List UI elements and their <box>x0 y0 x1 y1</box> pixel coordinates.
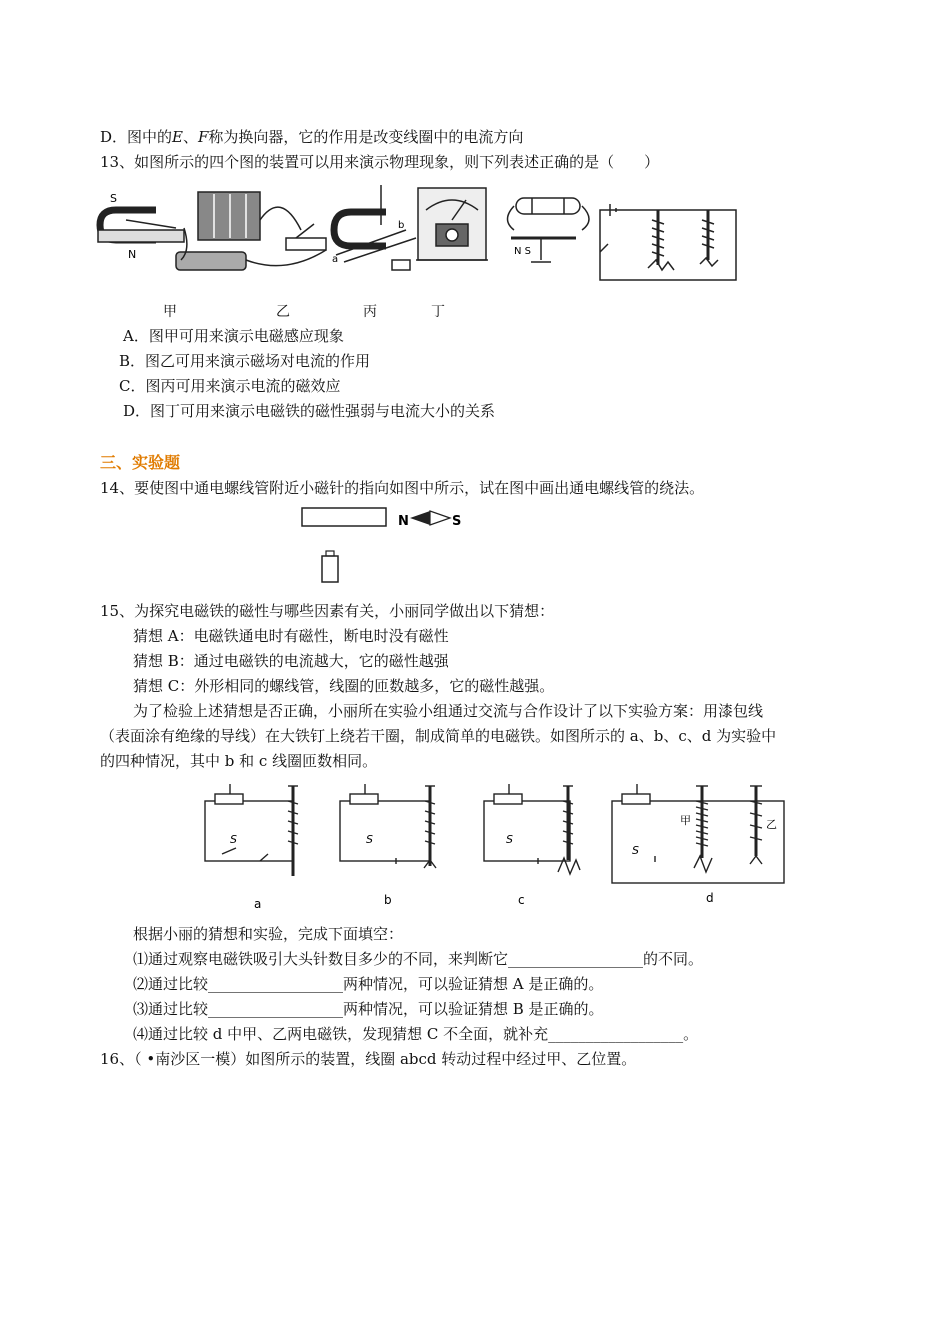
fig-label-b: b <box>384 893 392 907</box>
q13-stem: 13、如图所示的四个图的装置可以用来演示物理现象，则下列表述正确的是（ ） <box>100 153 660 171</box>
battery-icon <box>322 556 338 582</box>
q13-figure <box>96 180 746 290</box>
fig-jia-s-label: S <box>110 192 117 205</box>
guess-b: 猜想 B：通过电磁铁的电流越大，它的磁性越强 <box>133 652 449 670</box>
prev-option-d: D．图中的E、F称为换向器，它的作用是改变线圈中的电流方向 <box>100 128 524 146</box>
solenoid-outline <box>302 508 386 526</box>
section-title: 三、实验题 <box>100 453 181 472</box>
needle-north-half <box>410 511 430 525</box>
needle-s-label: S <box>452 514 462 529</box>
q15-stem: 15、为探究电磁铁的磁性与哪些因素有关，小丽同学做出以下猜想： <box>100 602 555 620</box>
circuit-d <box>612 784 784 883</box>
fig-jia-n-label: N <box>128 248 137 261</box>
caption-jia: 甲 <box>163 304 177 320</box>
circuit-b <box>340 784 436 868</box>
q13-option-b: B．图乙可用来演示磁场对电流的作用 <box>119 352 371 370</box>
electromagnet-jia-label: 甲 <box>680 814 691 827</box>
fig-yi-a-label: a <box>332 254 339 265</box>
fig-label-a: a <box>254 897 262 911</box>
caption-bing: 丙 <box>363 304 377 320</box>
q15-fill-2: ⑵通过比较__________________两种情况，可以验证猜想 A 是正确的。 <box>133 975 604 993</box>
switch-label-d: S <box>632 844 639 857</box>
switch-label-a: S <box>230 833 237 846</box>
fig-ding-ns-label: N S <box>514 246 532 257</box>
fig-bing <box>416 188 488 260</box>
q15-fill-1: ⑴通过观察电磁铁吸引大头针数目多少的不同，来判断它__________________的不同。 <box>133 950 704 968</box>
q13-option-c: C．图丙可用来演示电流的磁效应 <box>119 377 341 395</box>
fig-yi-b-label: b <box>398 220 405 231</box>
q15-fill-4: ⑷通过比较 d 中甲、乙两电磁铁，发现猜想 C 不全面，就补充__________________。 <box>133 1025 699 1043</box>
q15-para-line3: 的四种情况，其中 b 和 c 线圈匝数相同。 <box>100 752 378 770</box>
q14-stem: 14、要使图中通电螺线管附近小磁针的指向如图中所示，试在图中画出通电螺线管的绕法。 <box>100 479 705 497</box>
q13-option-a: A．图甲可用来演示电磁感应现象 <box>123 327 344 345</box>
guess-a: 猜想 A：电磁铁通电时有磁性，断电时没有磁性 <box>133 627 449 645</box>
q16-stem: 16、（ •南沙区一模）如图所示的装置，线圈 abcd 转动过程中经过甲、乙位置。 <box>100 1050 637 1068</box>
switch-label-b: S <box>366 833 373 846</box>
switch-label-c: S <box>506 833 513 846</box>
q15-fill-3: ⑶通过比较__________________两种情况，可以验证猜想 B 是正确的。 <box>133 1000 604 1018</box>
caption-yi: 乙 <box>276 304 290 320</box>
circuit-a <box>205 784 298 876</box>
fig-label-c: c <box>518 893 525 907</box>
q15-para-line2: （表面涂有绝缘的导线）在大铁钉上绕若干圈，制成简单的电磁铁。如图所示的 a、b、c、d 为实验中 <box>100 727 777 745</box>
q15-para-line1: 为了检验上述猜想是否正确，小丽所在实验小组通过交流与合作设计了以下实验方案：用漆包线 <box>133 702 764 720</box>
electromagnet-yi-label: 乙 <box>766 818 777 831</box>
needle-n-label: N <box>398 514 409 529</box>
fig-electromagnets <box>600 204 736 280</box>
q13-option-d: D．图丁可用来演示电磁铁的磁性强弱与电流大小的关系 <box>123 402 496 420</box>
guess-c: 猜想 C：外形相同的螺线管，线圈的匝数越多，它的磁性越强。 <box>133 677 555 695</box>
needle-south-half <box>430 511 450 525</box>
q14-figure <box>298 504 478 588</box>
q15-fill-intro: 根据小丽的猜想和实验，完成下面填空： <box>133 925 404 943</box>
q15-figure <box>200 776 800 912</box>
fig-label-d: d <box>706 891 714 905</box>
circuit-c <box>484 784 580 874</box>
caption-ding: 丁 <box>431 304 445 320</box>
